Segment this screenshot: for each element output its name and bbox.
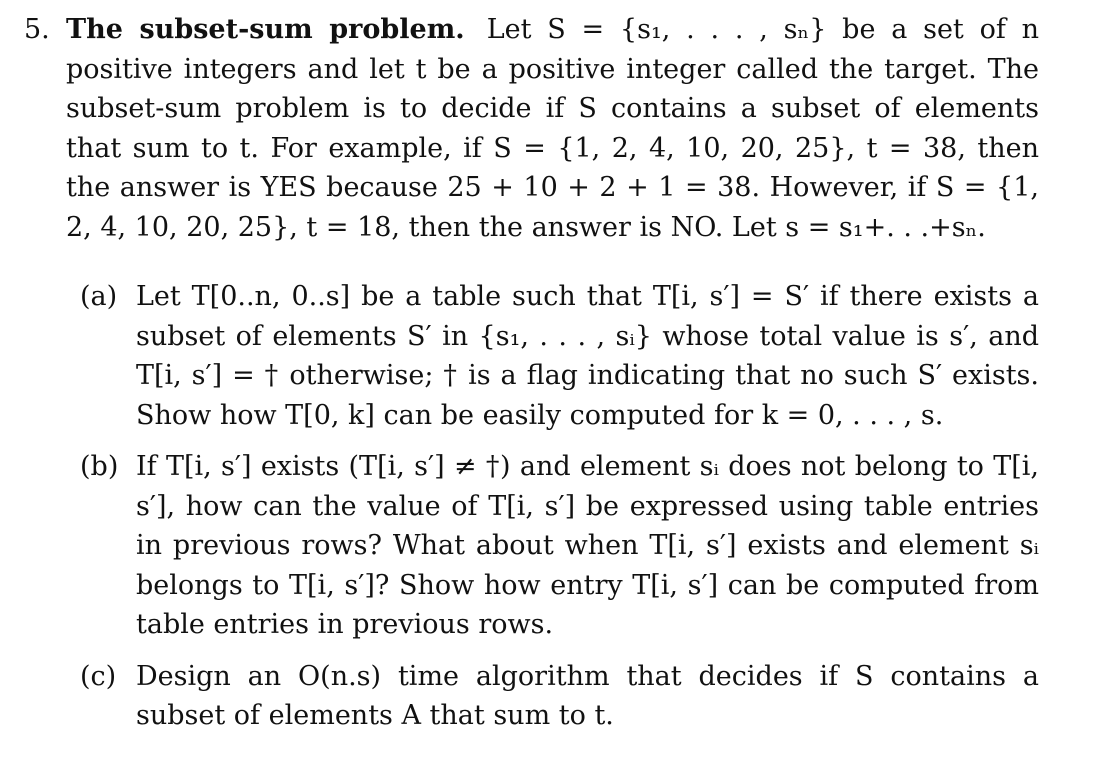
subquestion-b bbox=[24, 447, 1039, 645]
problem-number: 5. bbox=[24, 14, 50, 45]
statement-sentence-2: The subset-sum problem is to decide if S contains a subset of elements that sum to t. bbox=[66, 53, 1039, 164]
problem-title: The subset-sum problem. bbox=[66, 14, 465, 45]
statement-sentence-1: Let S = {s₁, . . . , sₙ} be a set of n positive integers and let t be a positive integer called the target. bbox=[66, 14, 1039, 85]
subquestion-a bbox=[24, 277, 1039, 435]
subquestion-c bbox=[24, 657, 1039, 736]
subquestion-b-label: (b) bbox=[80, 451, 119, 482]
subquestion-b-text: If T[i, s′] exists (T[i, s′] ≠ †) and element sᵢ does not belong to T[i, s′], how can the value of T[i, s′] be expressed using table entries in previous rows? What about when T[i, s′] exists and element sᵢ belongs to T[i, s′]? Show how entry T[i, s′] can be computed from table entries in previous rows. bbox=[136, 451, 1039, 640]
statement-example-yes: For example, if S = {1, 2, 4, 10, 20, 25}, t = 38, then the answer is YES because 25 + 10 + 2 + 1 = 38. bbox=[66, 132, 1039, 203]
subquestion-a-label: (a) bbox=[80, 281, 118, 312]
subquestion-c-label: (c) bbox=[80, 660, 117, 692]
subquestion-list bbox=[24, 277, 1039, 736]
subquestion-c-text: Design an O(n.s) time algorithm that decides if S contains a subset of elements A that sum to t. bbox=[136, 660, 1039, 731]
statement-example-no: However, if S = {1, 2, 4, 10, 20, 25}, t = 18, then the answer is NO. Let s = s₁+. . .+sₙ. bbox=[66, 172, 1039, 243]
subquestion-a-text: Let T[0..n, 0..s] be a table such that T[i, s′] = S′ if there exists a subset of elements S′ in {s₁, . . . , sᵢ} whose total value is s′, and T[i, s′] = † otherwise; † is a flag indicating that no such S′ exists. Show how T[0, k] can be easily computed for k = 0, . . . , s. bbox=[136, 281, 1039, 431]
problem-sheet bbox=[24, 10, 1039, 748]
problem-statement bbox=[24, 10, 1039, 247]
